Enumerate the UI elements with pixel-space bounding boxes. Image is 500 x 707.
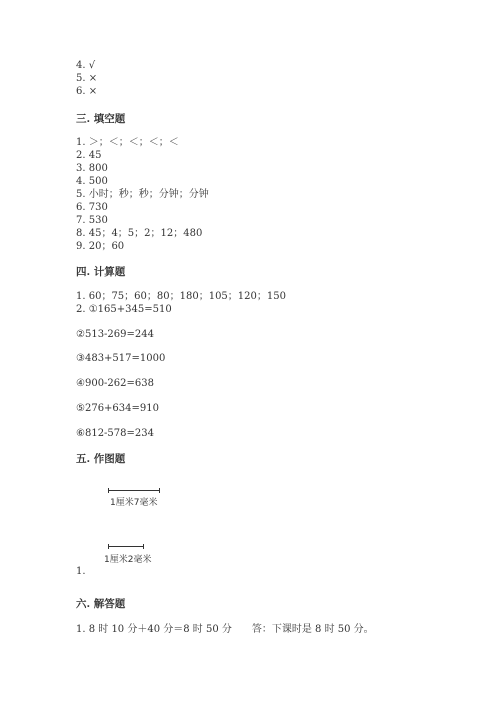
line-segment-17mm <box>108 490 160 491</box>
segment-label-17mm: 1厘米7毫米 <box>110 498 158 508</box>
calc-answer-2d: ④900-262=638 <box>76 378 154 389</box>
fill-answer-4: 4. 500 <box>76 176 108 187</box>
line-segment-12mm <box>108 546 144 547</box>
draw-item-number: 1. <box>76 566 86 577</box>
calc-answer-1: 1. 60；75；60；80；180；105；120；150 <box>76 291 286 302</box>
segment-endpoint <box>143 544 144 549</box>
judge-answer-5: 5. × <box>76 73 98 84</box>
fill-answer-6: 6. 730 <box>76 202 108 213</box>
section-title-answer: 六. 解答题 <box>76 598 126 610</box>
segment-endpoint <box>159 488 160 493</box>
calc-answer-2e: ⑤276+634=910 <box>76 403 159 414</box>
segment-endpoint <box>108 488 109 493</box>
fill-answer-8: 8. 45；4；5；2；12；480 <box>76 228 203 239</box>
calc-answer-2: 2. ①165+345=510 <box>76 304 172 315</box>
fill-answer-1: 1. ＞；＜；＜；＜；＜ <box>76 137 179 148</box>
answer-1: 1. 8 时 10 分＋40 分＝8 时 50 分 答：下课时是 8 时 50 分。 <box>76 624 374 635</box>
section-title-draw: 五. 作图题 <box>76 453 126 465</box>
fill-answer-7: 7. 530 <box>76 215 108 226</box>
section-title-calc: 四. 计算题 <box>76 266 126 278</box>
fill-answer-3: 3. 800 <box>76 163 108 174</box>
judge-answer-6: 6. × <box>76 86 98 97</box>
fill-answer-5: 5. 小时；秒；秒；分钟；分钟 <box>76 189 209 200</box>
fill-answer-2: 2. 45 <box>76 150 102 161</box>
calc-answer-2b: ②513-269=244 <box>76 329 154 340</box>
section-title-fill: 三. 填空题 <box>76 113 126 125</box>
judge-answer-4: 4. √ <box>76 60 96 71</box>
segment-label-12mm: 1厘米2毫米 <box>104 555 152 565</box>
segment-endpoint <box>108 544 109 549</box>
fill-answer-9: 9. 20；60 <box>76 241 125 252</box>
calc-answer-2f: ⑥812-578=234 <box>76 428 154 439</box>
calc-answer-2c: ③483+517=1000 <box>76 353 166 364</box>
